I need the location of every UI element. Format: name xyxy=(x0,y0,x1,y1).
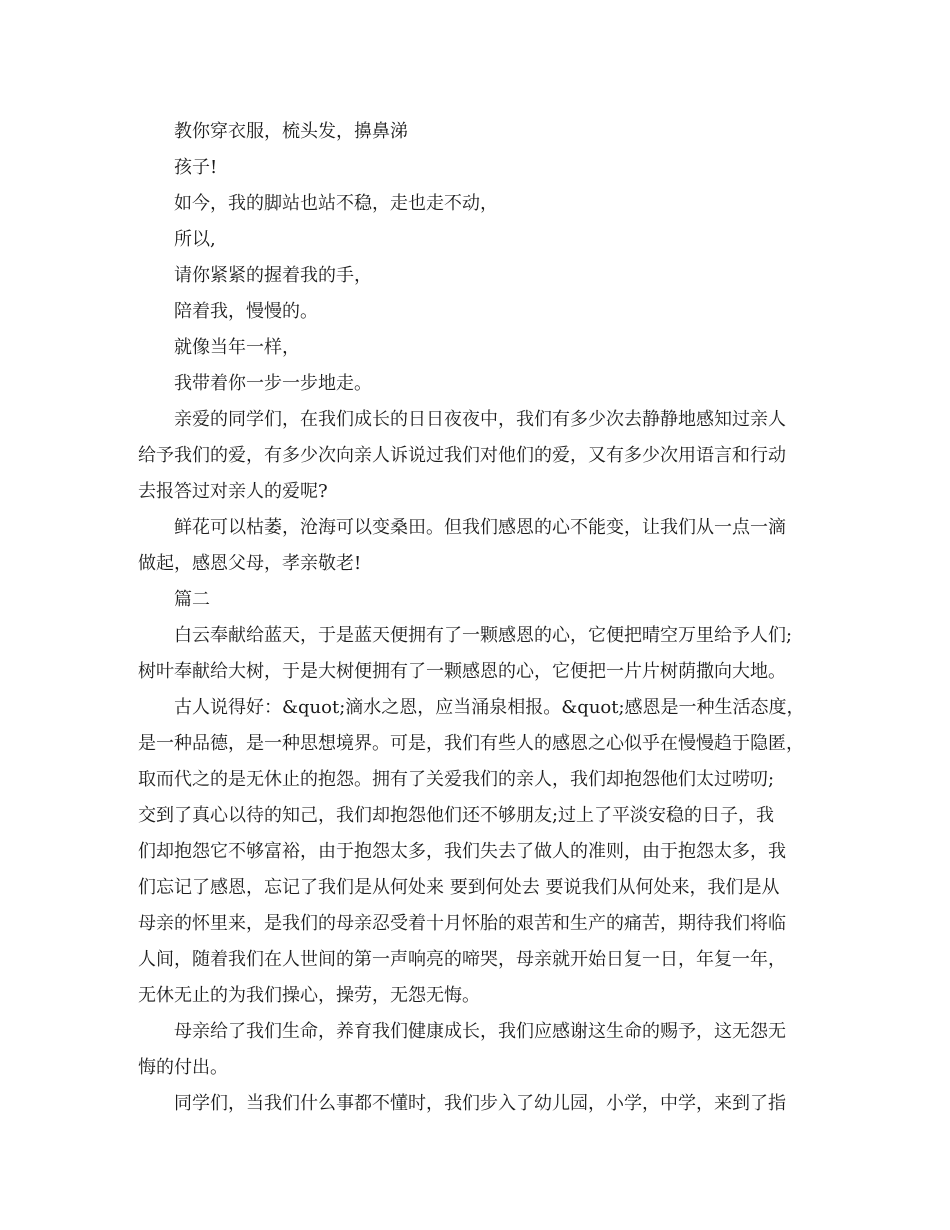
text-line: 孩子! xyxy=(174,157,218,178)
text-line: 就像当年一样， xyxy=(174,337,300,358)
paragraph-line: 亲爱的同学们，在我们成长的日日夜夜中，我们有多少次去静静地感知过亲人 xyxy=(174,409,786,430)
text-line: 如今，我的脚站也站不稳，走也走不动， xyxy=(174,193,498,214)
text-line: 陪着我，慢慢的。 xyxy=(174,301,318,322)
text-line: 我带着你一步一步地走。 xyxy=(174,373,372,394)
paragraph-line: 母亲的怀里来，是我们的母亲忍受着十月怀胎的艰苦和生产的痛苦，期待我们将临 xyxy=(138,913,786,934)
paragraph-line: 鲜花可以枯萎，沧海可以变桑田。但我们感恩的心不能变，让我们从一点一滴 xyxy=(174,517,786,538)
paragraph-line: 母亲给了我们生命，养育我们健康成长，我们应感谢这生命的赐予，这无怨无 xyxy=(174,1021,786,1042)
paragraph-line: 白云奉献给蓝天，于是蓝天便拥有了一颗感恩的心，它便把晴空万里给予人们; xyxy=(174,625,793,646)
paragraph-line: 给予我们的爱，有多少次向亲人诉说过我们对他们的爱，又有多少次用语言和行动 xyxy=(138,445,786,466)
paragraph-line: 们却抱怨它不够富裕，由于抱怨太多，我们失去了做人的准则，由于抱怨太多，我 xyxy=(138,841,786,862)
paragraph-line: 是一种品德，是一种思想境界。可是，我们有些人的感恩之心似乎在慢慢趋于隐匿， xyxy=(138,733,804,754)
text-line: 请你紧紧的握着我的手， xyxy=(174,265,372,286)
paragraph-line: 悔的付出。 xyxy=(138,1057,228,1078)
paragraph-line: 交到了真心以待的知己，我们却抱怨他们还不够朋友;过上了平淡安稳的日子，我 xyxy=(138,805,775,826)
paragraph-line: 古人说得好：&quot;滴水之恩，应当涌泉相报。&quot;感恩是一种生活态度， xyxy=(174,697,805,718)
paragraph-line: 做起，感恩父母，孝亲敬老! xyxy=(138,553,362,574)
text-line: 教你穿衣服，梳头发，擤鼻涕 xyxy=(174,121,408,142)
paragraph-line: 树叶奉献给大树，于是大树便拥有了一颗感恩的心，它便把一片片树荫撒向大地。 xyxy=(138,661,786,682)
paragraph-line: 人间，随着我们在人世间的第一声响亮的啼哭，母亲就开始日复一日，年复一年， xyxy=(138,949,786,970)
paragraph-line: 无休无止的为我们操心，操劳，无怨无悔。 xyxy=(138,985,480,1006)
paragraph-line: 们忘记了感恩，忘记了我们是从何处来 要到何处去 要说我们从何处来，我们是从 xyxy=(138,877,780,898)
text-line: 所以, xyxy=(174,229,216,250)
section-heading: 篇二 xyxy=(174,589,210,610)
paragraph-line: 同学们，当我们什么事都不懂时，我们步入了幼儿园，小学，中学，来到了指 xyxy=(174,1093,786,1114)
paragraph-line: 去报答过对亲人的爱呢? xyxy=(138,481,328,502)
paragraph-line: 取而代之的是无休止的抱怨。拥有了关爱我们的亲人，我们却抱怨他们太过唠叨; xyxy=(138,769,775,790)
